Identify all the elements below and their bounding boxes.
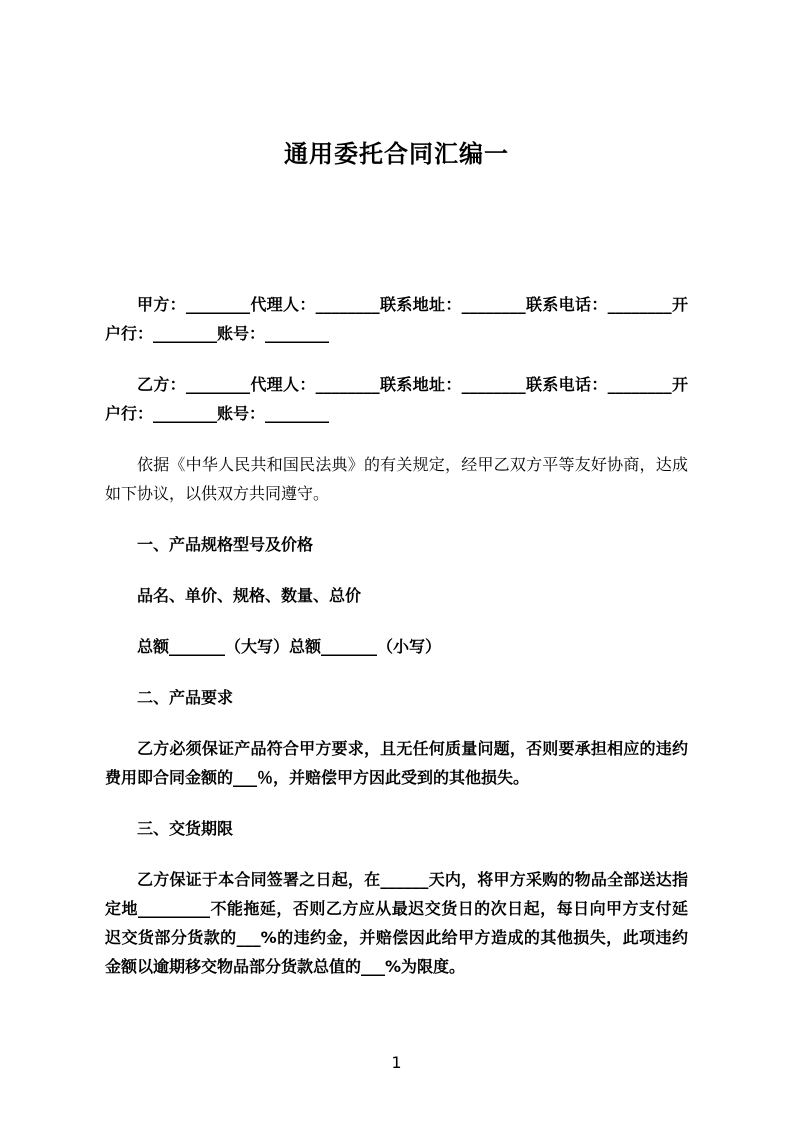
- section-1-item-list: 品名、单价、规格、数量、总价: [137, 586, 362, 605]
- section-1-heading: 一、产品规格型号及价格: [137, 535, 314, 554]
- section-1-total-line: 总额_______（大写）总额_______（小写）: [137, 637, 442, 656]
- page-number: 1: [391, 1053, 402, 1072]
- document-title: 通用委托合同汇编一: [284, 140, 509, 168]
- section-2-body: 乙方必须保证产品符合甲方要求，且无任何质量问题，否则要承担相应的违约费用即合同金额的___％，并赔偿甲方因此受到的其他损失。: [105, 739, 688, 787]
- section-3-heading: 三、交货期限: [137, 819, 234, 838]
- section-2-heading: 二、产品要求: [137, 688, 234, 707]
- party-a-info-line: 甲方：________代理人：________联系地址：________联系电话：________开户行：________账号：________: [105, 295, 688, 343]
- section-3-body: 乙方保证于本合同签署之日起，在______天内，将甲方采购的物品全部送达指定地_________不能拖延，否则乙方应从最迟交货日的次日起，每日向甲方支付延迟交货部分货款的___%的违约金，并赔偿因此给甲方造成的其他损失，此项违约金额以逾期移交物品部分货款总值的___%为限度。: [105, 870, 688, 976]
- party-b-info-line: 乙方：________代理人：________联系地址：________联系电话：________开户行：________账号：________: [105, 375, 688, 423]
- preamble-paragraph: 依据《中华人民共和国民法典》的有关规定，经甲乙双方平等友好协商，达成如下协议，以供双方共同遵守。: [105, 455, 688, 503]
